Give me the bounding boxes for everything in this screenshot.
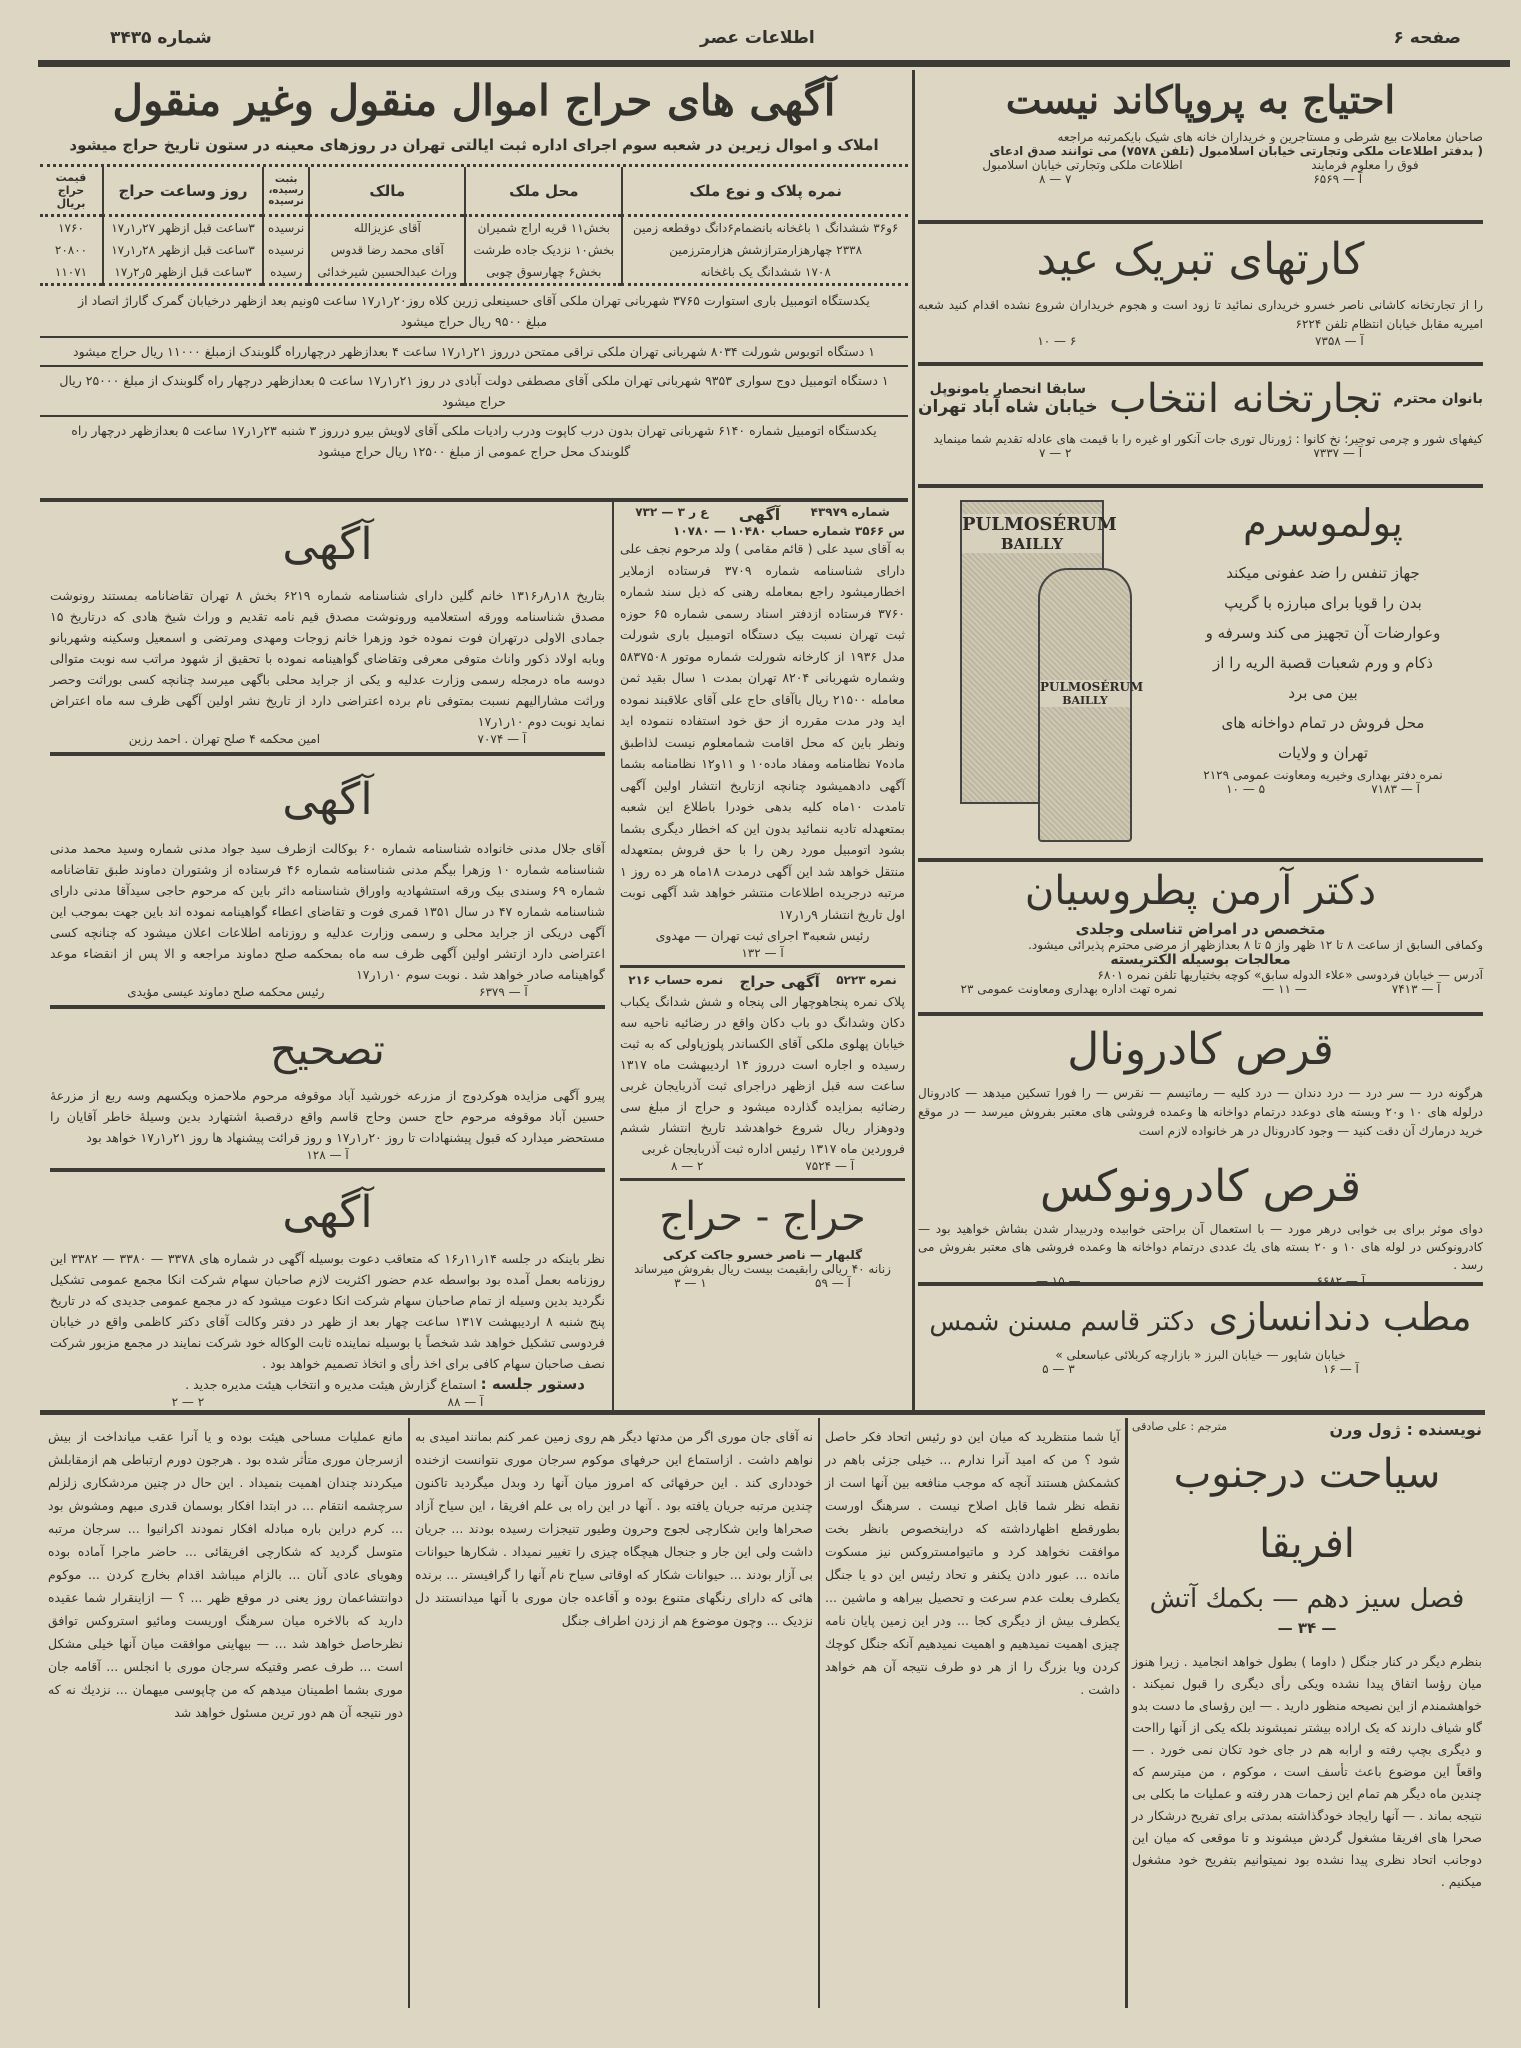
middle-column: [620, 505, 905, 1290]
divider: [50, 752, 605, 756]
ad-title: مطب دندانسازی: [1208, 1295, 1472, 1339]
column-divider: [1125, 1418, 1128, 2008]
serial-text: مانع عملیات مساحی هیئت بوده و یا آنرا عقب میانداخت از بیش ازسرجان موری متأثر شده بود . هرجون دورم ارتباطی هم ازمقابلش میکردند چندان اهمیت بنمیداد . این حال در چنین مردشکاری زلزلم سرچشمه انتقام ... در ابتدا افکار بوسمان قدری مبهم ومشوش بود ... کرم دراین باره مبادله افکار نمودند اکرانیوا ... سرجان مرتبه متوسل گردید که شکارچی افریقائی ... حاضر ماجرا آماده بوده وهویای عادی آنان ... بالزام میباشد اقدام بخارج کردن ... موکوم دوانتشاعمان روز یعنی در موقع ظهر ... ؟ — ازاینقرار شما عقیده دارید که بالاخره میان سرهنگ اوریست ومائیو استروکس توافق نظرحاصل خواهد شد ... — بیهاینی موافقت میان آنها خیلی مشکل است ... طرف عصر وقتیکه سرجان موری با انجلس ... آقامه جان موری بشما اطمینان میدهم که من چاپوسی میهمان ... نزدیك نه كه دور نتیجه آن هم دور ترین مسئول خواهد شد: [48, 1429, 403, 1720]
account-number: س ۳۵۶۶ شماره حساب ۱۰۴۸۰ — ۱۰۷۸۰: [673, 524, 905, 538]
cell: ۱۱۰۷۱: [40, 261, 103, 285]
page-number: صفحه ۶: [1393, 28, 1461, 48]
divider: [50, 1005, 605, 1009]
ad-line: ذکام و ورم شعبات قصبة الریه را از: [1213, 654, 1433, 672]
brand-label: PULMOSÉRUM: [962, 514, 1117, 535]
notice-title: آگهی: [282, 1187, 373, 1238]
column-divider: [408, 1418, 410, 2008]
correction-notice: [50, 1015, 605, 1162]
auction-table: [40, 167, 908, 286]
ad-code: ۵ — ۱۰: [1226, 782, 1266, 796]
ad-title: کارتهای تبریک عید: [1036, 234, 1365, 285]
ad-text: هرگونه درد — سر درد — درد دندان — درد کلیه — رماتیسم — نقرس — را فورا تسکین میدهد — کادرونال درلوله های ۱۰ و۲۰ وبسته های دوعدد درتمام دواخانه ها وعمده فروشی های معتبر بفروش میرسد — در موقع خرید درمارك آن دقت کنید — وجود کادرونال در هر خانواده لازم است: [918, 1086, 1483, 1138]
col-header: روز وساعت حراج: [103, 167, 263, 216]
cell: ۱۷۶۰: [58, 221, 84, 235]
divider: [620, 1178, 905, 1181]
notice-title: آگهی حراج: [739, 973, 820, 991]
section-divider: [40, 1410, 1485, 1415]
signature: اطلاعات ملکی وتجارتی خیابان اسلامبول: [982, 158, 1183, 172]
ad-line: تهران و ولایات: [1278, 744, 1368, 762]
column-divider: [818, 1418, 820, 2008]
cell: آقای عزیزالله: [309, 216, 465, 240]
brand-label: BAILLY: [1040, 694, 1130, 707]
ad-title: احتیاج به پروپاکاند نیست: [1005, 77, 1396, 122]
ad-text: صاحبان معاملات بیع شرطی و مستاجرین و خریداران خانه های شیک بایکمرتبه مراجعه: [1057, 130, 1483, 144]
ad-copy: [1173, 488, 1473, 796]
author: نویسنده : ژول ورن: [1329, 1420, 1482, 1439]
ad-code: آ — ۷۵۲۴: [805, 1159, 855, 1173]
ad-code: — ۱۵ —: [1035, 1274, 1081, 1288]
cell: نرسیده: [263, 239, 309, 261]
col-header: مالک: [309, 167, 465, 216]
ad-code: ۲ — ۷: [1038, 446, 1072, 460]
auction-section: [40, 70, 908, 465]
ad-code: آ — ۶۵۶۹: [1313, 172, 1363, 186]
ad-note: نمره تهت اداره بهداری ومعاونت عمومی ۲۳: [960, 982, 1178, 996]
notice-number: نمره ۵۲۲۳: [836, 973, 897, 987]
ad-line: محل فروش در تمام دواخانه های: [1221, 714, 1425, 732]
notice-body: آقای جلال مدنی خانواده شناسنامه شماره ۶۰ بوکالت ازطرف سید جواد مدنی شماره وسید محمد مدنی شناسنامه شماره ۱۰ وزهرا بیگم مدنی شناسنامه شماره ۴۶ فرستاده از وشتوران دماوند طبق تقاضانامه شماره ۶۹ وسندی بیک ورقه استشهادیه واوراق شناسنامه دائر باین که مرحوم حاجی سیدآقا مدنی دارای شناسنامه شماره ۴۷ در سال ۱۳۵۱ قمری فوت و تقاضای اعطاء گواهینامه نموده اند باین جهت بموجب این آگهی دریکی از جراید محلی و رسمی وزارت عدلیه و روزنامه اطلاعات اعلان میشود که چنانچه کسی اعتراضی دارد ازتشر اولین آگهی ظرف سه ماه بمحکمه صلح دماوند مراجعه و الا پس از انقضاء موعد گواهینامه صادر خواهد شد . نوبت سوم ۱۰ر۱ر۱۷: [50, 841, 605, 982]
ad-pretitle: بانوان محترم: [1393, 391, 1483, 407]
col-header: محل ملک: [465, 167, 622, 216]
divider: [620, 965, 905, 968]
ad-cadronal: [918, 1016, 1483, 1154]
ad-text: فوق را معلوم فرمایند: [1311, 158, 1419, 172]
cell: بخش۶ چهارسوق چوبی: [465, 261, 622, 285]
ad-text: دوای موثر برای بی خوابی درهر مورد — با استعمال آن براحتی خوابیده ودربیدار شدن بشاش خواهید بود — کادرونوکس در لوله های ۱۰ و ۲۰ بسته های یك عددی درتمام دواخانه ها وعمده فروشی های معتبر بفروش می رسد .: [918, 1222, 1483, 1272]
ad-code: آ — ۱۳۲: [741, 946, 784, 960]
cell: نرسیده: [263, 216, 309, 240]
ad-note: نمره دفتر بهداری وخیریه ومعاونت عمومی ۲۱۲۹: [1203, 768, 1443, 782]
cell: بخش۱۱ قریه اراج شمیران: [465, 216, 622, 240]
ad-code: ۷ — ۸: [1038, 172, 1072, 186]
serial-text: نه آقای جان موری اگر من مدتها دیگر هم روی زمین عمر کنم بمانند امیدی به نواهم داشت . ازاستماع این حرفهای موکوم سرجان موری نتوانست ازخنده خودداری کند . این حرفهائی که امروز میان آنها رد وبدل میگردید تاکنون چندین مرتبه جریان یافته بود . آنها در این راه بی علم افریقا ، این سیاح آزاد صحراها واین شکارچی لجوج وحرون وطیور تنیجزات رسیده بودند ... جریان داشت ولی این جار و جنجال هیچگاه چیزی را تغییر نمیداد . شکارها حیوانات بی آزار بودند ... حیوانات شکار که اوقاتی سیاح نام آنها را گرافیستر ... برنده هائی که دارای رنگهای متنوع بوده و آقاعده جان موری با آنها میدانستند دل نزدیک ... وچون موضوع هم از زدن اطراف جنگل: [415, 1429, 813, 1628]
ad-title: قرص کادرونوکس: [1040, 1161, 1361, 1212]
notice-number: شماره ۴۳۹۷۹: [810, 505, 890, 519]
masthead-rule: [38, 60, 1510, 67]
ad-code: آ — ۷۳۵۸: [1314, 334, 1364, 348]
serial-text: بنظرم دیگر در کنار جنگل ( داوما ) بطول خواهد انجامید . زیرا هنوز میان رؤسا اتفاق پیدا نشده ویکی رأی دیگری را قبول نمیکند . خواهشمندم از این نصیحه منظور دارید . — این رؤسای ما دست بدو گاو شیاف دارند که یک اراده بیشتر نمیشوند بلکه یکی از آنها رااحت و دیگری بچپ رفته و ارابه هم در جای خود تکان نمی خورد . — واقعاً این موضوع باعث تأسف است ، موکوم ، من میترسم که چندین ماه دیگر هم تمام این زحمات هدر رفته و عملیات ما بکلی بی نتیجه بماند . — آنها رایجاد خودگذاشته بمدتی برای تفریح درشکار در صحرا های افریقا مشغول گردش میشوند و تا موقعی که میان این دوجانب اتحاد نظری پیدا نشده بود نمیتوانیم بتفریح خود مشغول میکنیم .: [1132, 1654, 1482, 1889]
ad-title: قرص کادرونال: [1067, 1024, 1334, 1075]
sale-ad: [620, 1186, 905, 1290]
notice-inheritance: [50, 505, 605, 746]
ad-text: گلبهار — ناصر خسرو جاکت کرکی: [662, 1248, 863, 1262]
cell: بخش۱۰ نزدیک جاده طرشت: [465, 239, 622, 261]
ad-doctor: [918, 862, 1483, 1012]
ad-text: کیفهای شور و چرمی توجیر؛ نخ کانوا : ژورنال توری جات آنکور او غیره را با قیمت های عادله تقدیم شما مینماید: [933, 432, 1483, 446]
col-header: نمره پلاک و نوع ملک: [622, 167, 908, 216]
notice-title: آگهی: [282, 774, 373, 825]
ad-code: آ — ۷۴۱۳: [1391, 982, 1441, 996]
ad-code: ۱ — ۳: [674, 1276, 707, 1290]
ad-text: ( بدفتر اطلاعات ملکی وتجارتی خیابان اسلامبول (تلفن ۷۵۷۸) می توانند صدق ادعای: [989, 144, 1483, 158]
cell: ۲۰۸۰۰: [54, 243, 88, 257]
col-header: قیمت حراج بریال: [40, 167, 103, 216]
left-column: [50, 505, 605, 1409]
cell: آقای محمد رضا قدوس: [309, 239, 465, 261]
auction-subtitle: املاک و اموال زیرین در شعبه سوم اجرای اداره ثبت ایالتی تهران در روزهای معینه در ستون تاریخ حراج میشود: [69, 136, 879, 154]
ad-text: زنانه ۴۰ ریالی رابقیمت بیست ریال بفروش میرساند: [634, 1262, 891, 1276]
cell: ۳ساعت قبل ازظهر ۲۸ر۱ر۱۷: [103, 239, 263, 261]
notice-damavand: [50, 762, 605, 999]
ad-code: — ۱۱ —: [1262, 982, 1307, 996]
ad-code: آ — ۶۶۸۲: [1316, 1274, 1366, 1288]
serial-text: آیا شما منتظرید که میان این دو رئیس اتحاد فکر حاصل شود ؟ من که امید آنرا ندارم ... خیلی جزئی باهم در کشمکش هستند آنچه که موجب منافعه بین آنها است از نقطه نظر شما قابل اصلاح نیست . سرهنگ اورست بطورقطع اظهارداشته که دراینخصوص بانظر بخت موافقت نخواهد کرد و ماتیوامستروکس نیز مسکوت مانده ... عبور دادن یکنفر و تحاد رئیس این دو یا جنگل یکطرف بعلت عدم سرعت و تحصیل بیراهه و ماشین ... یکطرف بیش از دیگری کجا ... ودر این زمین پایان نامه چیزی اهمیت نمیدهیم و اهمیت نمیدهیم آنکه جنگل کوچك کردن ویا بزرگ را از هر دو طرف نتیجه آن هم خواهد داشت .: [825, 1429, 1120, 1697]
notice-title: تصحیح: [269, 1025, 385, 1074]
serial-title: سیاحت درجنوب افریقا: [1173, 1451, 1441, 1567]
ad-code: آ — ۱۲۸: [306, 1148, 349, 1162]
ad-subtitle: متخصص در امراض تناسلی وجلدی: [1075, 920, 1326, 938]
signature: رئیس شعبه۳ اجرای ثبت تهران — مهدوی: [655, 928, 870, 943]
notice-body: نظر باینکه در جلسه ۱۴ر۱۱ر۱۶ که متعاقب دعوت بوسیله آگهی در شماره های ۳۳۷۸ — ۳۳۸۰ — ۳۳۸۲ این روزنامه بعمل آمده بود بواسطه عدم حضور اکثریت لازم صاحبان سهام شرکت انکا مجمع عمومی تشکیل نگردید بدین وسیله از تمام صاحبان سهام شرکت انکا دعوت میشود که در مجمع عمومی جدیدی که در تاریخ پنج شنبه ۸ اردیبهشت ۱۳۱۷ ساعت چهار بعد از ظهر در دفتر وکالت آقای دکتر کاظمی واقع در خیابان فردوسی تشکیل خواهد شد شخصاً یا بوسیله نماینده ثابت الوکاله خود شرکت نمایند در مجمع مزبور شرکت نصف صاحبان سهام کافی برای اخذ رأی و اتخاذ تصمیم خواهد بود .: [50, 1251, 605, 1371]
agenda-text: استماع گزارش هیئت مدیره و انتخاب هیئت مدیره جدید .: [185, 1377, 477, 1392]
auction-notice: یکدستگاه اتومبیل باری استوارت ۳۷۶۵ شهربانی تهران ملکی آقای حسینعلی زرین کلاه روز۲۰ر۱ر۱۷ ساعت ۵ونیم بعد ازظهر درخیابان گمرک گاراژ اتصاد از مبلغ ۹۵۰۰ ریال حراج میشود: [40, 286, 908, 338]
cell: ۳ساعت قبل ازظهر ۲۷ر۱ر۱۷: [103, 216, 263, 240]
agenda-label: دستور جلسه :: [480, 1375, 585, 1393]
col-header: بثبت رسیده، نرسیده: [263, 167, 309, 216]
ad-name: دکتر قاسم مسنن شمس: [929, 1307, 1195, 1337]
notice-mortgage: [620, 505, 905, 960]
ad-code: آ — ۵۹: [815, 1276, 851, 1290]
ad-code: ۲ — ۲: [171, 1395, 205, 1409]
cell: رسیده: [263, 261, 309, 285]
cell: ۳ساعت قبل ازظهر ۵ر۲ر۱۷: [103, 261, 263, 285]
ad-code: آ — ۷۱۸۳: [1371, 782, 1420, 796]
ad-address: خیابان شاه آباد تهران: [918, 397, 1098, 417]
newspaper-name: اطلاعات عصر: [700, 28, 815, 48]
ad-code: آ — ۸۸: [447, 1395, 484, 1409]
translator: مترجم : علی صادقی: [1132, 1420, 1227, 1433]
ad-text: سابقا انحصار یامونوپل: [929, 381, 1086, 397]
ad-text: وکمافی السابق از ساعت ۸ تا ۱۲ ظهر واز ۵ تا ۸ بعدازظهر از مرضی محترم پذیرائی میشود.: [1028, 938, 1483, 952]
column-divider: [912, 70, 915, 1410]
ad-text: را از تجارتخانه کاشانی ناصر خسرو خریداری نمائید تا زود است و هجوم خریداران شروع نشده اقدام کنید شعبه امیریه مقابل خیابان انتظام تلفن ۶۲۲۴: [918, 298, 1483, 331]
brand-label: PULMOSÉRUM: [1040, 680, 1144, 694]
ad-pulmoserum: [918, 488, 1483, 858]
notice-ref: ع ر ۳ — ۷۳۲: [635, 505, 709, 519]
ad-line: جهاز تنفس را ضد عفونی میکند: [1226, 564, 1420, 582]
brand-label: BAILLY: [962, 535, 1102, 553]
ad-address: خیابان شاپور — خیابان البرز « بازارچه کربلائی عباسعلی »: [1055, 1348, 1346, 1362]
notice-body: پلاک نمره پنجاهوچهار الی پنجاه و شش شدانگ یکباب دکان وشدانگ دو باب دکان واقع در رضائیه ناحیه سه خیابان پهلوی ملکی آقای الکساندر پلوزپاولی که به ثبت رسیده و اجاره است درروز ۱۴ اردیبهشت ماه ۱۳۱۷ ساعت سه قبل ازظهر دراجرای ثبت آذربایجان غربی رضائیه بمزایده گذارده میشود و حراج از مبلغ سی ودوهزار ریال شروع خواهدشد تاریخ انتشار ششم فروردین ماه ۱۳۱۷ رئیس اداره ثبت آذربایجان غربی: [620, 994, 905, 1156]
auction-notice: ۱ دستگاه اتوبوس شورلت ۸۰۳۴ شهربانی تهران ملکی نراقی ممتحن درروز ۲۱ر۱ر۱۷ ساعت ۴ بعدازظهر درچهارراه گلوبندک ازمبلغ ۱۱۰۰۰ ریال حراج میشود: [40, 338, 908, 367]
auction-title: آگهی های حراج اموال منقول وغیر منقول: [112, 76, 836, 125]
ad-line: بدن را قویا برای مبارزه با گریپ: [1224, 594, 1422, 612]
notice-title: آگهی: [282, 519, 373, 570]
installment-number: — ۳۴ —: [1277, 1619, 1337, 1637]
signature: رئیس محکمه صلح دماوند عیسی مؤیدی: [127, 985, 325, 999]
table-row: [40, 239, 908, 261]
ad-title: حراج - حراج: [659, 1194, 866, 1240]
serial-story-header: [1132, 1420, 1482, 1893]
cell: ۶و۳۶ ششدانگ ۱ باغخانه بانضمام۶دانگ دوقطعه زمین: [622, 216, 908, 240]
ad-line: بین می برد: [1288, 684, 1358, 702]
notice-body: پیرو آگهی مزایده هوکردوج از مزرعه خورشید آباد موقوفه مرحوم ملاحمزه ویکسهم وسه ربع از مزرعهٔ حسین آباد موقوفه مرحوم حاج حسن وحاج قاسم واقع درقصبهٔ اشتهارد بدین وسیلهٔ خاطر آقایان را مستحضر میدارد که قبول پیشنهادات تا روز ۲۰ر۱ر۱۷ و روز قرائت پیشنهاد ها روز ۲۱ر۱ر۱۷ خواهد بود: [50, 1088, 605, 1145]
ad-address: آدرس — خیابان فردوسی «علاء الدوله سابق» کوچه بختیاریها تلفن نمره ۶۸۰۱: [1097, 968, 1483, 982]
divider: [50, 1168, 605, 1172]
ad-real-estate: [918, 70, 1483, 220]
auction-notice: یکدستگاه اتومبیل شماره ۶۱۴۰ شهربانی تهران بدون درب کاپوت ودرب رادیات ملکی آقای لاویش بیرو درروز ۳ شنبه ۲۳ر۱ر۱۷ ساعت ۵ بعدازظهر درچهار راه گلوبندک محل حراج عمومی از مبلغ ۱۲۵۰۰ ریال حراج میشود: [71, 423, 877, 459]
ad-cadronox: [918, 1154, 1483, 1288]
ad-code: آ — ۶۳۷۹: [479, 985, 528, 999]
ad-dentist: [918, 1286, 1483, 1376]
notice-body: بتاریخ ۱۸ر۸ر۱۳۱۶ خانم گلین دارای شناسنامه شماره ۶۲۱۹ بخش ۸ تهران تقاضانامه بمستند رونوشت مصدق شناسنامه وورقه استعلامیه ورونوشت مصدق قیم نامه تقدیم و وراث شیخ هادی که درتاریخ ۱۵ جمادی الاولی درتهران فوت نموده خود وزهرا خانم زوجات ومهدی ومرتضی و اسمعیل وسکینه وشهربانو وبابه اولاد ذکور واناث متوفی معرفی وتقاضای گواهینامه نموده با تحقیق از شهود مراتب سه نوبت متوالی دوسه ماه درمجله رسمی وزارت عدلیه و یکی از جراید محلی باگهی میرسد چنانچه کسی بوراثت وحصر وراثت مشارالیهم نسبت بمتوفی نام برده اعتراضی دارد از تاریخ نشر اولین آگهی ظرف سه ماه اعتراض نماید نوبت دوم ۱۰ر۱ر۱۷: [50, 588, 605, 729]
notice-shareholders: [50, 1178, 605, 1409]
cell: ۱۷۰۸ ششدانگ یک باغخانه: [622, 261, 908, 285]
notice-auction-rezaieh: [620, 973, 905, 1173]
ad-entekhab: [918, 366, 1483, 484]
column-divider: [612, 500, 614, 1410]
ad-code: آ — ۷۰۷۴: [477, 732, 527, 746]
right-column: [918, 70, 1483, 1376]
ad-title: پولموسرم: [1243, 501, 1403, 545]
ad-title: دکتر آرمن پطروسیان: [1024, 868, 1377, 914]
notice-ref: نمره حساب ۲۱۶: [628, 973, 724, 987]
notice-title: آگهی: [738, 505, 781, 524]
auction-notice: ۱ دستگاه اتومبیل دوج سواری ۹۳۵۳ شهربانی تهران ملکی آقای مصطفی دولت آبادی در روز ۲۱ر۱ر۱۷ ساعت ۵ بعدازظهر درچهار راه گلوبندک از مبلغ ۲۵۰۰۰ ریال حراج میشود: [40, 367, 908, 417]
ad-title: تجارتخانه انتخاب: [1109, 376, 1382, 422]
cell: ۲۳۳۸ چهارهزارمترازشش هزارمترزمین: [622, 239, 908, 261]
ad-line: وعوارضات آن تجهیز می کند وسرفه و: [1205, 624, 1441, 642]
table-row: [40, 261, 908, 285]
notice-body: به آقای سید علی ( قائم مقامی ) ولد مرحوم نجف علی دارای شناسنامه شماره ۳۷۰۹ فرستاده ازملایر اخطارمیشود راجع بمعامله رهنی که ذیل سند شماره ۳۷۶۰ فرستاده ازدفتر اسناد رسمی شماره ۶۵ حوزه ثبت تهران نسبت بیک دستگاه اتومبیل باری شورلت مدل ۱۹۳۶ از کارخانه شورلت شماره موتور ۵۸۳۷۵۰۸ وشماره شهربانی ۸۲۰۴ تهران بمدت ۱ سال بقید ثمن معامله ۲۱۵۰۰ ریال باآقای حاج علی آقای علاقبند نموده اید ودر مدت مقرره از حق خود استفاده ننموده اید ونظر باین که محل اقامت شمامعلوم نیست لذاطبق ماده۷ نظامنامه ومفاد ماده۱۰ و ۱۱و۱۲ نظامنامه بشما آگهی دادهمیشود چنانچه ازتاریخ انتشار اولین آگهی تامدت ۱۰ماه کلیه بدهی خودرا باطلاع این شعبه بمتعهدله تادیه ننمائید بدون این که اخطار دیگری بشما بشود اتومبیل مورد رهن را با حق فروش بمتعهدله منتقل خواهد شد این آگهی درمدت ۱۸ماه هر ده روز ۱ مرتبه درجریده اطلاعات منتشر خواهد شد آگهی نوبت اول تاریخ انتشار ۹ر۱ر۱۷: [620, 541, 906, 922]
ad-code: آ — ۱۶: [1323, 1362, 1359, 1376]
cell: وراث عبدالحسین شیرخدائی: [309, 261, 465, 285]
product-bottle-image: [1038, 568, 1144, 842]
ad-code: ۶ — ۱۰: [1037, 334, 1077, 348]
ad-code: ۳ — ۵: [1042, 1362, 1075, 1376]
ad-subtitle: معالجات بوسیله الکتریسته: [1110, 952, 1291, 968]
issue-number: شماره ۳۴۳۵: [110, 28, 212, 48]
chapter-title: فصل سیز دهم — بکمك آتش: [1149, 1584, 1465, 1614]
ad-code: آ — ۷۳۳۷: [1313, 446, 1363, 460]
signature: امین محکمه ۴ صلح تهران . احمد رزین: [128, 732, 321, 746]
ad-greeting-cards: [918, 224, 1483, 362]
ad-code: ۲ — ۸: [670, 1159, 704, 1173]
table-row: [40, 216, 908, 240]
divider: [40, 498, 908, 502]
